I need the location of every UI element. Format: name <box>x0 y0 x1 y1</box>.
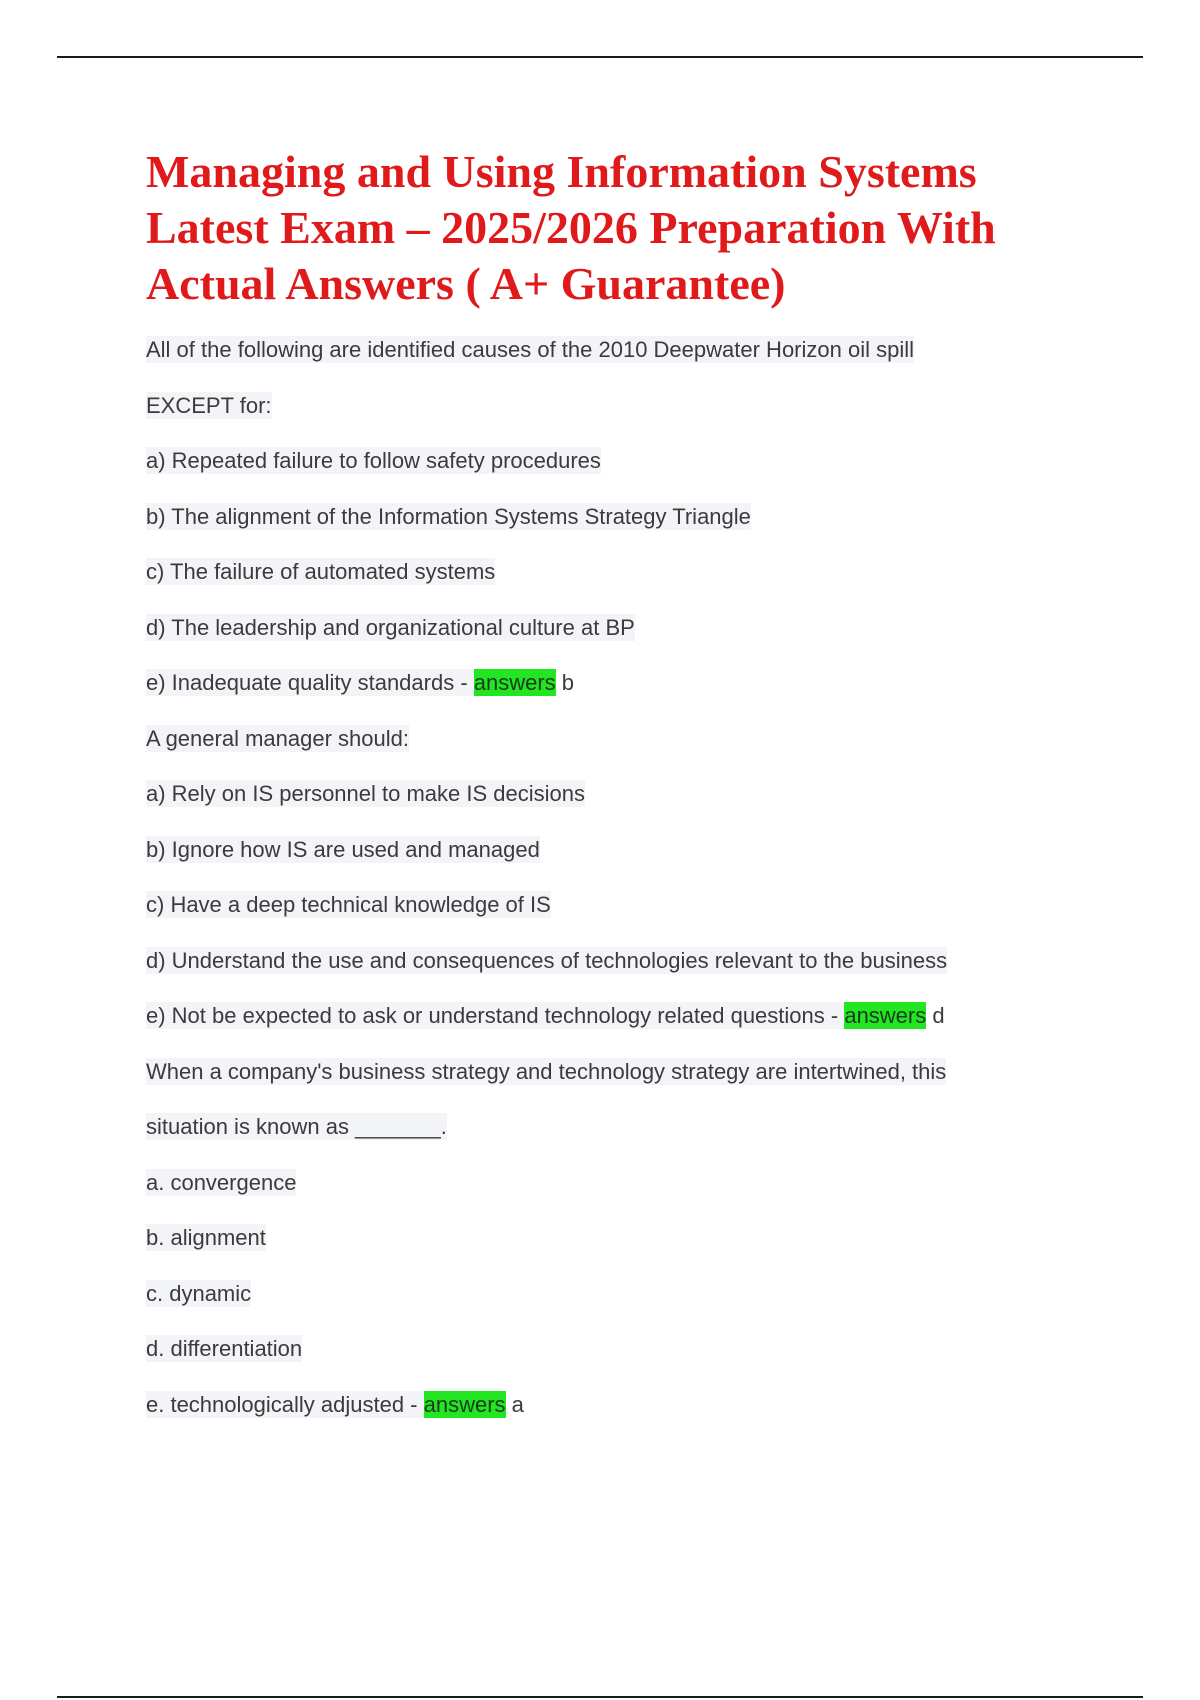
question-stem-line: A general manager should: <box>146 725 409 751</box>
answers-highlight: answers <box>844 1003 927 1028</box>
title-line: Latest Exam – 2025/2026 Preparation With <box>146 202 996 253</box>
answers-highlight: answers <box>423 1391 506 1417</box>
question-block-2 <box>146 711 1066 1044</box>
answer-option-with-key: e) Not be expected to ask or understand technology related questions - answers d <box>146 1003 945 1028</box>
question-stem-line: All of the following are identified causes of the 2010 Deepwater Horizon oil spill <box>146 337 914 362</box>
answer-option-with-key: e) Inadequate quality standards - answers b <box>146 670 575 695</box>
question-stem-line: When a company's business strategy and technology strategy are intertwined, this <box>146 1058 947 1084</box>
answer-option: a) Rely on IS personnel to make IS decisions <box>146 781 586 806</box>
answer-option: c) The failure of automated systems <box>146 559 496 584</box>
title-line: Actual Answers ( A+ Guarantee) <box>146 258 786 309</box>
answer-option-with-key: e. technologically adjusted - answers a <box>146 1391 524 1417</box>
document-title <box>146 144 1066 312</box>
answer-key: d <box>926 1003 945 1028</box>
answer-option: a) Repeated failure to follow safety procedures <box>146 448 601 473</box>
answer-option: c) Have a deep technical knowledge of IS <box>146 892 551 917</box>
top-rule <box>57 56 1143 58</box>
answer-key: b <box>555 670 575 695</box>
answer-option: c. dynamic <box>146 1280 252 1306</box>
answer-option: d) The leadership and organizational culture at BP <box>146 614 635 640</box>
answer-option: a. convergence <box>146 1169 297 1195</box>
document-body <box>146 144 1066 1432</box>
question-stem-line: EXCEPT for: <box>146 392 272 418</box>
answer-option: b. alignment <box>146 1225 266 1250</box>
bottom-rule <box>57 1696 1143 1698</box>
title-line: Managing and Using Information Systems <box>146 146 977 197</box>
question-stem-line: situation is known as _______. <box>146 1114 447 1139</box>
answer-key: a <box>505 1391 524 1417</box>
question-block-3 <box>146 1044 1066 1433</box>
answers-highlight: answers <box>473 670 556 695</box>
answer-option: b) The alignment of the Information Systems Strategy Triangle <box>146 503 751 529</box>
question-block-1 <box>146 322 1066 711</box>
answer-option: b) Ignore how IS are used and managed <box>146 836 540 862</box>
answer-option: d) Understand the use and consequences of technologies relevant to the business <box>146 947 948 973</box>
answer-option: d. differentiation <box>146 1336 303 1361</box>
